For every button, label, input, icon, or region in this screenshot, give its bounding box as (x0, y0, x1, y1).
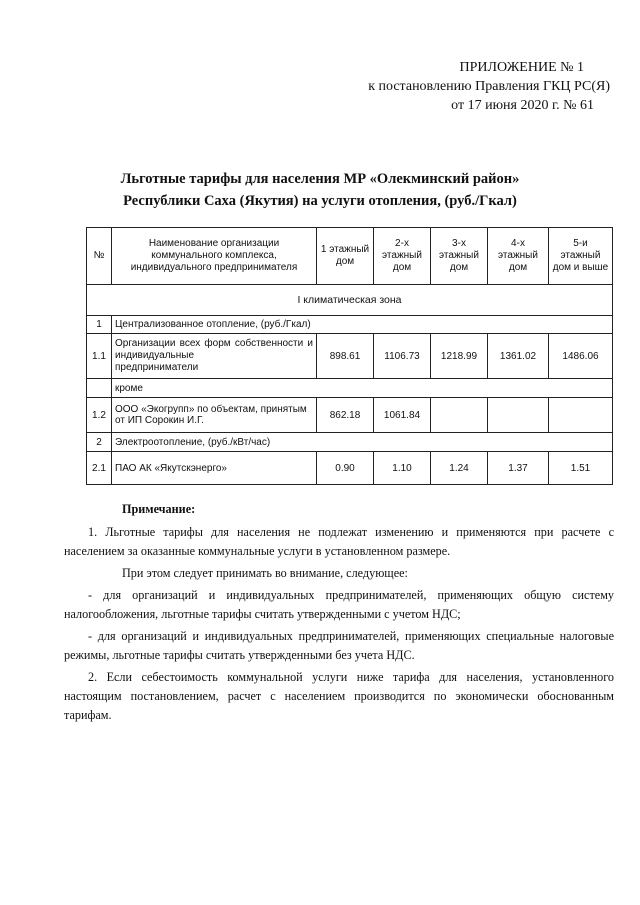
climate-zone-cell: I климатическая зона (87, 285, 613, 316)
header-1-floor: 1 этажный дом (317, 228, 374, 285)
note-paragraph: - для организаций и индивидуальных предпринимателей, применяющих специальные налоговые режимы, льготные тарифы считать утвержденными без учета НДС. (64, 629, 614, 662)
appendix-header (368, 58, 610, 115)
tariff-value: 1.10 (374, 452, 431, 485)
org-name-cell: ООО «Экогрупп» по объектам, принятым от ИП Сорокин И.Г. (112, 398, 317, 433)
note-paragraph: 2. Если себестоимость коммунальной услуги ниже тарифа для населения, установленного настоящим постановлением, расчет с населением производится по экономически обоснованным тарифам. (64, 670, 614, 722)
tariff-value: 1486.06 (549, 334, 613, 379)
row-num: 2 (87, 433, 112, 452)
notes-section (64, 500, 614, 728)
row-num: 2.1 (87, 452, 112, 485)
appendix-resolution-ref: к постановлению Правления ГКЦ РС(Я) (368, 79, 610, 94)
tariff-value: 1.24 (431, 452, 488, 485)
table-row (87, 316, 613, 334)
tariff-value: 898.61 (317, 334, 374, 379)
row-num: 1.1 (87, 334, 112, 379)
table-row (87, 398, 613, 433)
tariff-value: 1.37 (488, 452, 549, 485)
empty-cell (87, 379, 112, 398)
tariff-value: 0.90 (317, 452, 374, 485)
tariff-value: 1061.84 (374, 398, 431, 433)
note-paragraph: При этом следует принимать во внимание, следующее: (122, 566, 408, 580)
org-name-cell (112, 334, 317, 379)
tariff-value (431, 398, 488, 433)
table-header-row (87, 228, 613, 285)
tariff-value: 1.51 (549, 452, 613, 485)
org-name-cell: ПАО АК «Якутскэнерго» (112, 452, 317, 485)
except-label: кроме (112, 379, 613, 398)
notes-heading: Примечание: (122, 502, 196, 516)
section-label: Централизованное отопление, (руб./Гкал) (112, 316, 613, 334)
tariff-value: 1106.73 (374, 334, 431, 379)
section-label: Электроотопление, (руб./кВт/час) (112, 433, 613, 452)
tariff-table (86, 227, 613, 485)
tariff-value: 862.18 (317, 398, 374, 433)
header-5-floor: 5-и этажный дом и выше (549, 228, 613, 285)
tariff-value: 1218.99 (431, 334, 488, 379)
appendix-date: от 17 июня 2020 г. № 61 (451, 98, 594, 113)
tariff-value (488, 398, 549, 433)
tariff-value (549, 398, 613, 433)
note-paragraph: - для организаций и индивидуальных предпринимателей, применяющих общую систему налогообложения, льготные тарифы считать утвержденными с учетом НДС; (64, 588, 614, 621)
appendix-number: ПРИЛОЖЕНИЕ № 1 (459, 60, 584, 75)
org-name-part: Организации всех форм собственности и индивидуальные (115, 338, 313, 361)
title-line-2: Республики Саха (Якутия) на услуги отопления, (руб./Гкал) (123, 193, 517, 209)
row-num: 1 (87, 316, 112, 334)
note-paragraph: 1. Льготные тарифы для населения не подлежат изменению и применяются при расчете с населением за оказанные коммунальные услуги в установленном размере. (64, 525, 614, 558)
table-row (87, 285, 613, 316)
table-row (87, 379, 613, 398)
table-row (87, 433, 613, 452)
tariff-value: 1361.02 (488, 334, 549, 379)
title-line-1: Льготные тарифы для населения МР «Олекминский район» (120, 171, 520, 187)
header-3-floor: 3-х этажный дом (431, 228, 488, 285)
header-num: № (87, 228, 112, 285)
org-name-part: предприниматели (115, 362, 199, 373)
table-row (87, 452, 613, 485)
document-title (40, 168, 600, 212)
header-2-floor: 2-х этажный дом (374, 228, 431, 285)
header-org: Наименование организации коммунального комплекса, индивидуального предпринимателя (112, 228, 317, 285)
header-4-floor: 4-х этажный дом (488, 228, 549, 285)
row-num: 1.2 (87, 398, 112, 433)
table-row (87, 334, 613, 379)
